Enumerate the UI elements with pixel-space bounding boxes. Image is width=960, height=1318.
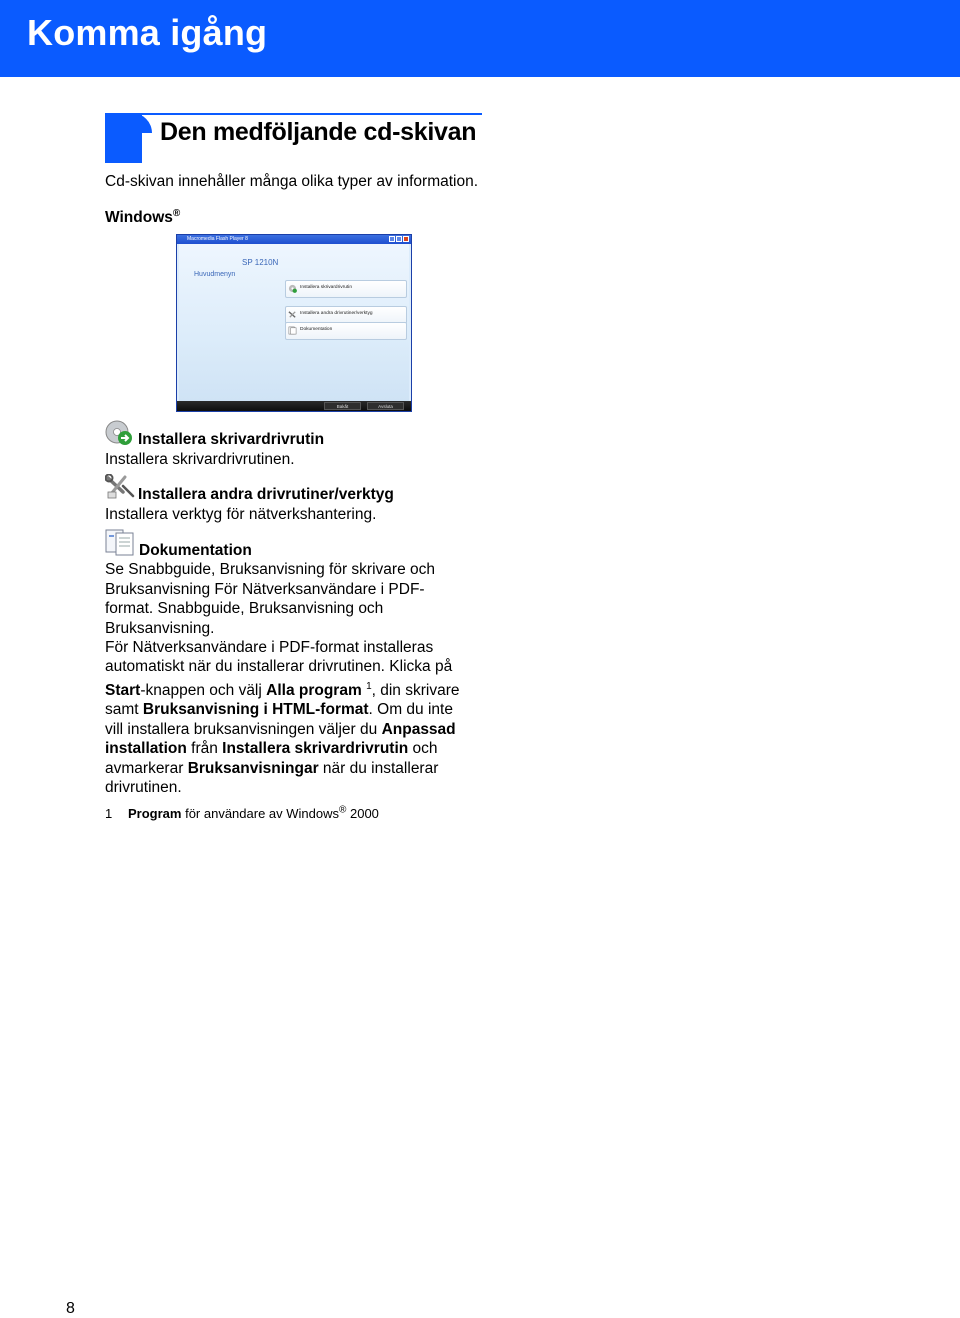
entry-desc: Installera skrivardrivrutinen. xyxy=(105,451,295,468)
section-rule xyxy=(142,113,482,115)
footnote-text: Program för användare av Windows® 2000 xyxy=(128,804,379,821)
cd-install-icon xyxy=(288,284,297,293)
maximize-icon xyxy=(396,236,402,242)
cd-install-icon xyxy=(105,420,133,446)
tools-icon xyxy=(288,310,297,319)
entry-title: Dokumentation xyxy=(139,542,252,559)
entry-tools-icon-wrap xyxy=(105,474,135,505)
exit-button: Avsluta xyxy=(367,402,404,410)
document-icon xyxy=(105,528,135,556)
doc-line-2: Bruksanvisning För Nätverksanvändare i PDF- xyxy=(105,581,425,598)
window-footer xyxy=(177,401,411,411)
doc-line-11: avmarkerar Bruksanvisningar när du installerar xyxy=(105,760,439,777)
os-name: Windows xyxy=(105,209,173,226)
doc-line-9: vill installera bruksanvisningen väljer du Anpassad xyxy=(105,721,456,738)
page-title: Komma igång xyxy=(27,12,268,53)
section-title: Den medföljande cd-skivan xyxy=(160,118,477,146)
section-marker xyxy=(105,113,142,163)
entry-desc: Installera verktyg för nätverkshantering. xyxy=(105,506,377,523)
doc-line-12: drivrutinen. xyxy=(105,779,182,796)
entry-title: Installera skrivardrivrutin xyxy=(138,431,325,448)
menu-item-documentation xyxy=(285,322,407,340)
close-icon xyxy=(403,236,409,242)
menu-item-install-driver xyxy=(285,280,407,298)
installer-screenshot xyxy=(176,234,412,412)
menu-item-label: Installera andra drivrutiner/verktyg xyxy=(300,311,373,316)
doc-line-5: För Nätverksanvändare i PDF-format installeras xyxy=(105,639,434,656)
footnote-number: 1 xyxy=(105,806,113,821)
tools-icon xyxy=(105,474,135,500)
os-label xyxy=(105,208,180,228)
os-registered: ® xyxy=(172,207,181,219)
window-body xyxy=(179,244,409,401)
doc-line-8: samt Bruksanvisning i HTML-format. Om du inte xyxy=(105,701,453,718)
entry-doc-icon-wrap xyxy=(105,528,135,561)
document-icon xyxy=(288,326,297,335)
entry-title: Installera andra drivrutiner/verktyg xyxy=(138,486,394,503)
doc-line-7: Start-knappen och välj Alla program $^1$, din skrivare xyxy=(105,680,460,699)
doc-line-10: installation från Installera skrivardrivrutin och xyxy=(105,740,438,757)
menu-item-label: Installera skrivardrivrutin xyxy=(300,285,352,290)
intro-text: Cd-skivan innehåller många olika typer av information. xyxy=(105,173,479,190)
back-button: Bakåt xyxy=(324,402,361,410)
model-label: SP 1210N xyxy=(242,258,279,267)
doc-line-1: Se Snabbguide, Bruksanvisning för skrivare och xyxy=(105,561,435,578)
doc-line-3: format. Snabbguide, Bruksanvisning och xyxy=(105,600,384,617)
doc-line-4: Bruksanvisning. xyxy=(105,620,215,637)
window-controls xyxy=(389,236,409,242)
minimize-icon xyxy=(389,236,395,242)
doc-line-6: automatiskt när du installerar drivrutinen. Klicka på xyxy=(105,658,453,675)
menu-item-label: Dokumentation xyxy=(300,327,333,332)
menu-title: Huvudmenyn xyxy=(194,271,236,278)
entry-install-driver-icon-wrap xyxy=(105,420,133,451)
page-number: 8 xyxy=(66,1300,75,1317)
window-titlebar: Macromedia Flash Player 8 xyxy=(177,235,411,244)
